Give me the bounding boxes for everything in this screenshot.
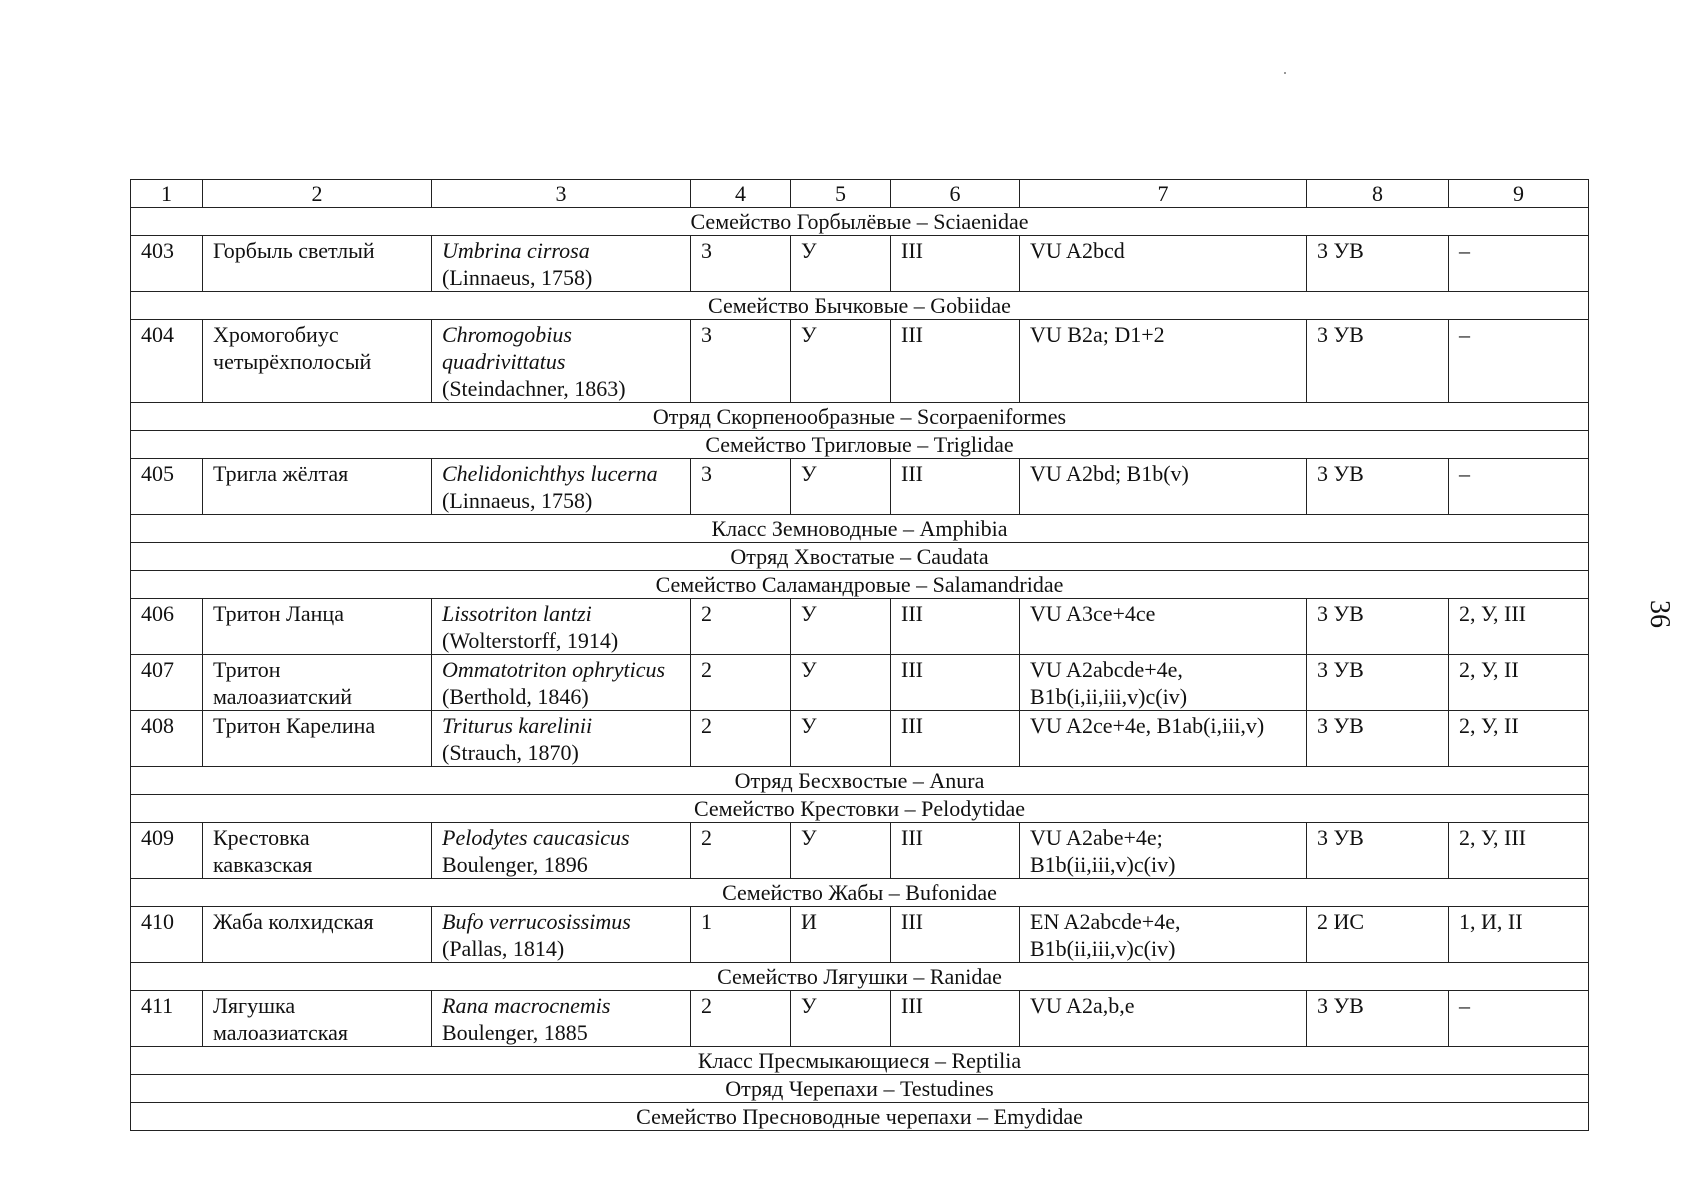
author-citation: (Wolterstorff, 1914) xyxy=(442,628,619,653)
iucn-criteria-line: VU A2abe+4e; xyxy=(1030,825,1163,850)
column-8-value: 3 УВ xyxy=(1307,655,1449,711)
section-heading-row xyxy=(131,431,1589,459)
iucn-criteria-line: B1b(i,ii,iii,v)c(iv) xyxy=(1030,684,1188,709)
section-heading: Семейство Жабы – Bufonidae xyxy=(131,879,1589,907)
iucn-criteria xyxy=(1020,459,1307,515)
section-heading-row xyxy=(131,1103,1589,1131)
latin-name: Chelidonichthys lucerna xyxy=(442,461,658,486)
column-8-value: 3 УВ xyxy=(1307,599,1449,655)
russian-name-line: Жаба колхидская xyxy=(213,909,374,934)
column-8-value: 3 УВ xyxy=(1307,459,1449,515)
column-4-value: 2 xyxy=(691,991,791,1047)
species-row xyxy=(131,907,1589,963)
column-8-value: 3 УВ xyxy=(1307,711,1449,767)
russian-name-line: Лягушка xyxy=(213,993,296,1018)
column-6-value: III xyxy=(891,655,1020,711)
latin-name: Ommatotriton ophryticus xyxy=(442,657,666,682)
iucn-criteria xyxy=(1020,711,1307,767)
species-number: 408 xyxy=(131,711,203,767)
latin-name: quadrivittatus xyxy=(442,349,566,374)
species-row xyxy=(131,711,1589,767)
column-4-value: 3 xyxy=(691,320,791,403)
column-9-value: – xyxy=(1449,991,1589,1047)
iucn-criteria-line: B1b(ii,iii,v)c(iv) xyxy=(1030,936,1176,961)
russian-name xyxy=(203,823,432,879)
column-6-value: III xyxy=(891,320,1020,403)
species-number: 406 xyxy=(131,599,203,655)
iucn-criteria-line: VU A2bd; B1b(v) xyxy=(1030,461,1189,486)
russian-name xyxy=(203,459,432,515)
section-heading: Семейство Пресноводные черепахи – Emydidae xyxy=(131,1103,1589,1131)
iucn-criteria xyxy=(1020,991,1307,1047)
species-row xyxy=(131,459,1589,515)
scientific-name xyxy=(432,236,691,292)
section-heading: Семейство Лягушки – Ranidae xyxy=(131,963,1589,991)
iucn-criteria xyxy=(1020,320,1307,403)
species-row xyxy=(131,320,1589,403)
russian-name xyxy=(203,236,432,292)
column-6-value: III xyxy=(891,907,1020,963)
column-5-value: У xyxy=(791,711,891,767)
column-number-row xyxy=(131,180,1589,208)
column-number: 6 xyxy=(891,180,1020,208)
latin-name: Rana macrocnemis xyxy=(442,993,611,1018)
section-heading: Семейство Тригловые – Triglidae xyxy=(131,431,1589,459)
iucn-criteria-line: VU B2a; D1+2 xyxy=(1030,322,1165,347)
section-heading: Отряд Скорпенообразные – Scorpaeniformes xyxy=(131,403,1589,431)
column-number: 2 xyxy=(203,180,432,208)
latin-name: Chromogobius xyxy=(442,322,572,347)
section-heading: Семейство Саламандровые – Salamandridae xyxy=(131,571,1589,599)
section-heading: Класс Земноводные – Amphibia xyxy=(131,515,1589,543)
species-number: 403 xyxy=(131,236,203,292)
iucn-criteria xyxy=(1020,823,1307,879)
column-6-value: III xyxy=(891,236,1020,292)
russian-name-line: Тритон xyxy=(213,657,281,682)
russian-name xyxy=(203,991,432,1047)
species-row xyxy=(131,236,1589,292)
column-5-value: У xyxy=(791,236,891,292)
russian-name-line: Тригла жёлтая xyxy=(213,461,349,486)
russian-name-line: Тритон Карелина xyxy=(213,713,376,738)
section-heading-row xyxy=(131,571,1589,599)
column-9-value: – xyxy=(1449,236,1589,292)
scientific-name xyxy=(432,711,691,767)
column-9-value: 2, У, II xyxy=(1449,711,1589,767)
column-9-value: – xyxy=(1449,459,1589,515)
iucn-criteria-line: VU A2abcde+4e, xyxy=(1030,657,1183,682)
section-heading-row xyxy=(131,208,1589,236)
column-8-value: 2 ИС xyxy=(1307,907,1449,963)
column-4-value: 2 xyxy=(691,599,791,655)
section-heading: Класс Пресмыкающиеся – Reptilia xyxy=(131,1047,1589,1075)
column-6-value: III xyxy=(891,991,1020,1047)
russian-name xyxy=(203,655,432,711)
species-row xyxy=(131,655,1589,711)
column-number: 5 xyxy=(791,180,891,208)
column-number: 9 xyxy=(1449,180,1589,208)
russian-name xyxy=(203,320,432,403)
iucn-criteria xyxy=(1020,236,1307,292)
russian-name-line: кавказская xyxy=(213,852,313,877)
section-heading-row xyxy=(131,767,1589,795)
iucn-criteria xyxy=(1020,655,1307,711)
column-5-value: У xyxy=(791,991,891,1047)
iucn-criteria xyxy=(1020,907,1307,963)
section-heading-row xyxy=(131,1075,1589,1103)
author-citation: (Steindachner, 1863) xyxy=(442,376,626,401)
iucn-criteria-line: B1b(ii,iii,v)c(iv) xyxy=(1030,852,1176,877)
russian-name xyxy=(203,907,432,963)
column-number: 1 xyxy=(131,180,203,208)
author-citation: Boulenger, 1896 xyxy=(442,852,588,877)
column-5-value: У xyxy=(791,320,891,403)
column-9-value: – xyxy=(1449,320,1589,403)
section-heading-row xyxy=(131,403,1589,431)
column-6-value: III xyxy=(891,459,1020,515)
species-number: 410 xyxy=(131,907,203,963)
latin-name: Umbrina cirrosa xyxy=(442,238,590,263)
scientific-name xyxy=(432,459,691,515)
iucn-criteria xyxy=(1020,599,1307,655)
species-number: 411 xyxy=(131,991,203,1047)
russian-name xyxy=(203,711,432,767)
russian-name xyxy=(203,599,432,655)
russian-name-line: Горбыль светлый xyxy=(213,238,375,263)
russian-name-line: малоазиатская xyxy=(213,1020,349,1045)
scientific-name xyxy=(432,907,691,963)
section-heading-row xyxy=(131,1047,1589,1075)
column-8-value: 3 УВ xyxy=(1307,320,1449,403)
iucn-criteria-line: VU A3ce+4ce xyxy=(1030,601,1156,626)
column-4-value: 2 xyxy=(691,823,791,879)
species-number: 409 xyxy=(131,823,203,879)
column-5-value: И xyxy=(791,907,891,963)
iucn-criteria-line: VU A2a,b,e xyxy=(1030,993,1135,1018)
section-heading-row xyxy=(131,795,1589,823)
column-number: 7 xyxy=(1020,180,1307,208)
column-5-value: У xyxy=(791,459,891,515)
section-heading: Отряд Хвостатые – Caudata xyxy=(131,543,1589,571)
species-number: 407 xyxy=(131,655,203,711)
column-6-value: III xyxy=(891,599,1020,655)
scientific-name xyxy=(432,991,691,1047)
column-4-value: 3 xyxy=(691,236,791,292)
section-heading: Семейство Горбылёвые – Sciaenidae xyxy=(131,208,1589,236)
author-citation: (Linnaeus, 1758) xyxy=(442,265,593,290)
table-body xyxy=(131,180,1589,1131)
author-citation: (Linnaeus, 1758) xyxy=(442,488,593,513)
author-citation: (Strauch, 1870) xyxy=(442,740,579,765)
russian-name-line: четырёхполосый xyxy=(213,349,372,374)
scientific-name xyxy=(432,655,691,711)
column-5-value: У xyxy=(791,655,891,711)
column-number: 4 xyxy=(691,180,791,208)
author-citation: (Pallas, 1814) xyxy=(442,936,565,961)
latin-name: Bufo verrucosissimus xyxy=(442,909,631,934)
column-4-value: 3 xyxy=(691,459,791,515)
section-heading: Семейство Крестовки – Pelodytidae xyxy=(131,795,1589,823)
column-9-value: 2, У, III xyxy=(1449,599,1589,655)
scientific-name xyxy=(432,320,691,403)
species-row xyxy=(131,991,1589,1047)
species-row xyxy=(131,823,1589,879)
section-heading-row xyxy=(131,292,1589,320)
column-8-value: 3 УВ xyxy=(1307,991,1449,1047)
column-6-value: III xyxy=(891,711,1020,767)
latin-name: Pelodytes caucasicus xyxy=(442,825,630,850)
column-number: 3 xyxy=(432,180,691,208)
iucn-criteria-line: EN A2abcde+4e, xyxy=(1030,909,1181,934)
author-citation: Boulenger, 1885 xyxy=(442,1020,588,1045)
scientific-name xyxy=(432,599,691,655)
column-8-value: 3 УВ xyxy=(1307,236,1449,292)
section-heading: Отряд Черепахи – Testudines xyxy=(131,1075,1589,1103)
author-citation: (Berthold, 1846) xyxy=(442,684,589,709)
column-9-value: 2, У, III xyxy=(1449,823,1589,879)
iucn-criteria-line: VU A2bcd xyxy=(1030,238,1125,263)
column-4-value: 1 xyxy=(691,907,791,963)
section-heading: Отряд Бесхвостые – Anura xyxy=(131,767,1589,795)
species-number: 405 xyxy=(131,459,203,515)
russian-name-line: Тритон Ланца xyxy=(213,601,344,626)
section-heading-row xyxy=(131,963,1589,991)
species-row xyxy=(131,599,1589,655)
column-5-value: У xyxy=(791,823,891,879)
species-number: 404 xyxy=(131,320,203,403)
column-9-value: 1, И, II xyxy=(1449,907,1589,963)
scan-speck xyxy=(1284,72,1286,74)
column-8-value: 3 УВ xyxy=(1307,823,1449,879)
russian-name-line: Крестовка xyxy=(213,825,310,850)
species-table xyxy=(130,179,1589,1131)
column-5-value: У xyxy=(791,599,891,655)
russian-name-line: Хромогобиус xyxy=(213,322,339,347)
section-heading-row xyxy=(131,879,1589,907)
latin-name: Lissotriton lantzi xyxy=(442,601,592,626)
column-number: 8 xyxy=(1307,180,1449,208)
column-4-value: 2 xyxy=(691,711,791,767)
page-number: 36 xyxy=(1644,600,1675,628)
column-4-value: 2 xyxy=(691,655,791,711)
column-9-value: 2, У, II xyxy=(1449,655,1589,711)
column-6-value: III xyxy=(891,823,1020,879)
section-heading-row xyxy=(131,543,1589,571)
section-heading: Семейство Бычковые – Gobiidae xyxy=(131,292,1589,320)
latin-name: Triturus karelinii xyxy=(442,713,593,738)
iucn-criteria-line: VU A2ce+4e, B1ab(i,iii,v) xyxy=(1030,713,1265,738)
scientific-name xyxy=(432,823,691,879)
russian-name-line: малоазиатский xyxy=(213,684,353,709)
section-heading-row xyxy=(131,515,1589,543)
